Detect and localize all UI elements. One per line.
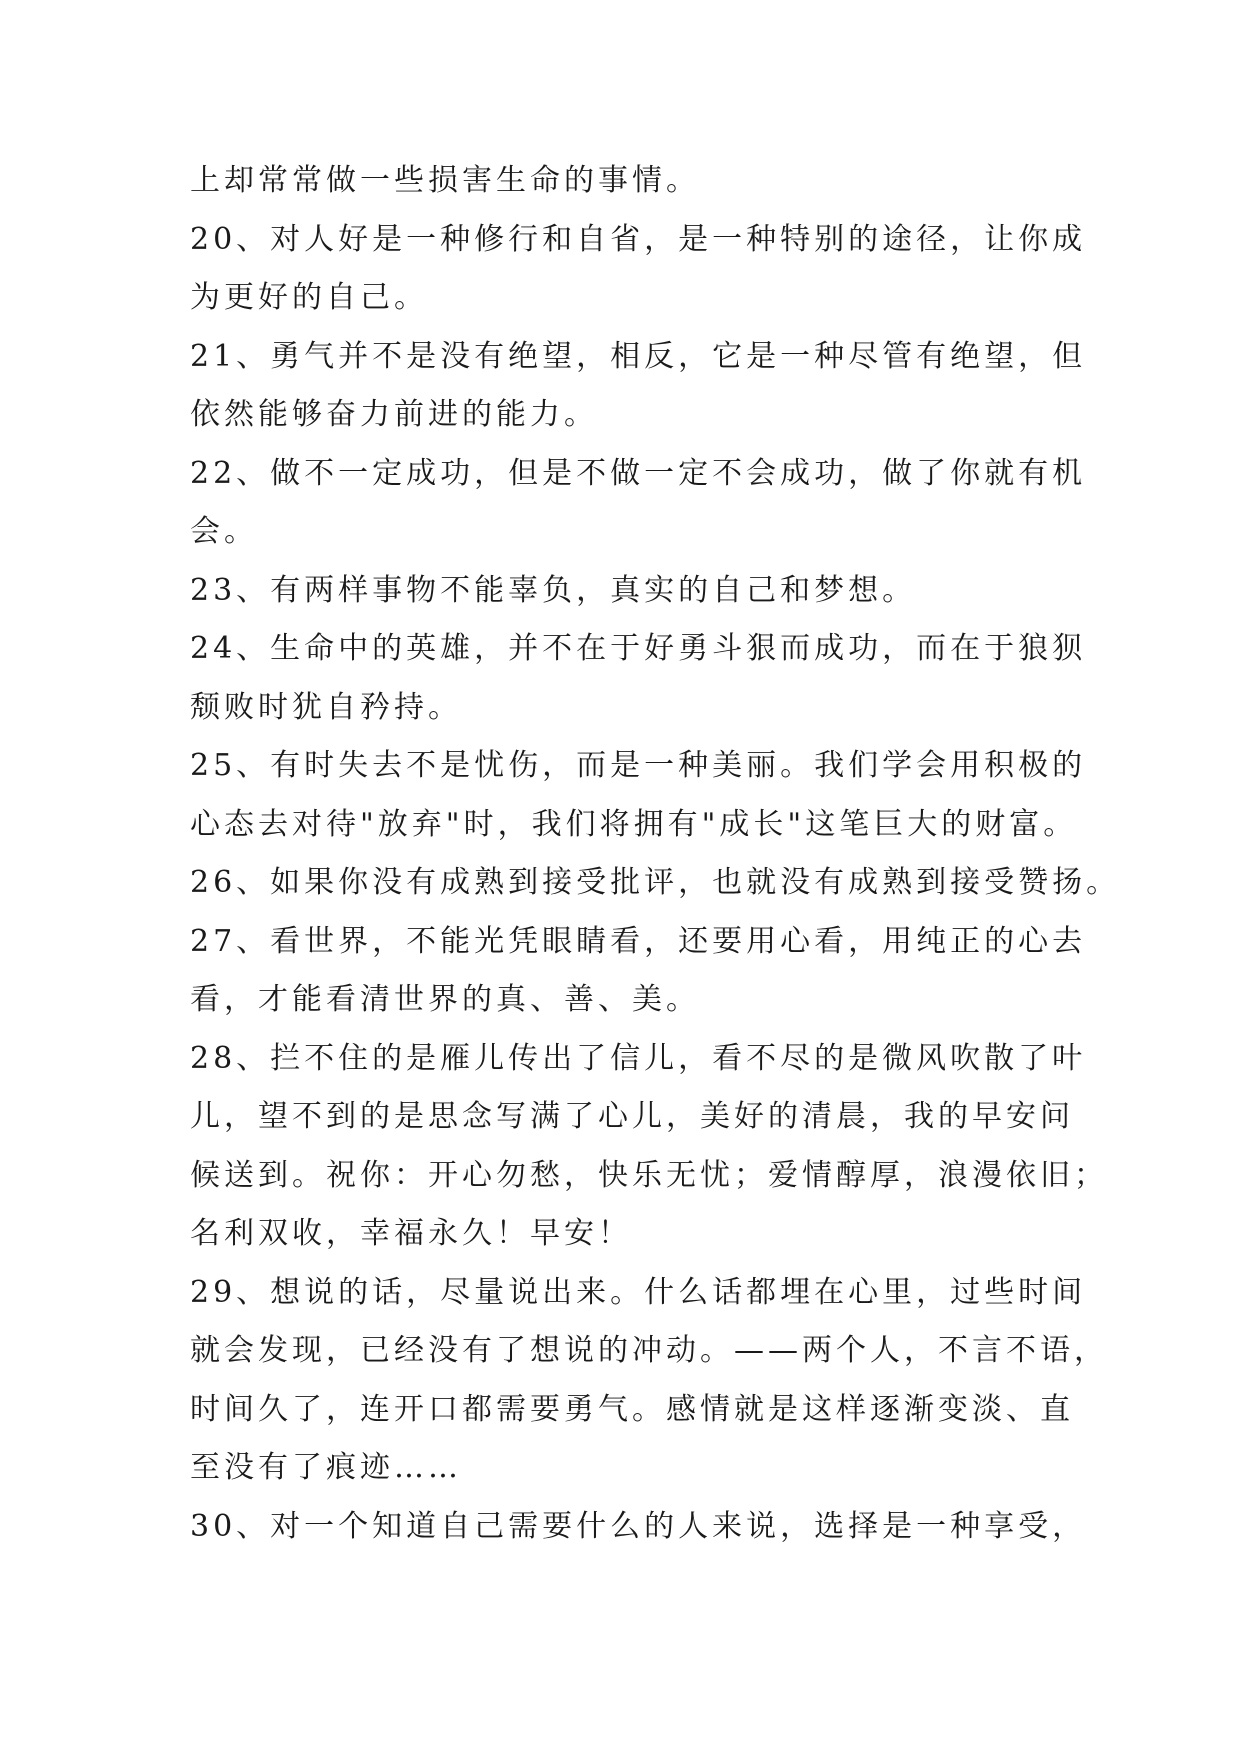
text-line: 23、有两样事物不能辜负，真实的自己和梦想。	[190, 572, 917, 608]
text-line: 26、如果你没有成熟到接受批评，也就没有成熟到接受赞扬。	[190, 865, 1121, 900]
text-line: 22、做不一定成功，但是不做一定不会成功，做了你就有机	[190, 455, 1087, 491]
document-body	[190, 152, 1121, 1556]
text-line: 会。	[190, 514, 258, 549]
text-line: 时间久了，连开口都需要勇气。感情就是这样逐渐变淡、直	[190, 1391, 1074, 1427]
text-line: 24、生命中的英雄，并不在于好勇斗狠而成功，而在于狼狈	[190, 631, 1087, 666]
text-line: 至没有了痕迹……	[190, 1450, 462, 1485]
text-line: 为更好的自己。	[190, 280, 428, 315]
text-line: 30、对一个知道自己需要什么的人来说，选择是一种享受，	[190, 1508, 1087, 1544]
text-line: 颓败时犹自矜持。	[190, 689, 462, 725]
text-line: 儿，望不到的是思念写满了心儿，美好的清晨，我的早安问	[190, 1099, 1074, 1134]
text-line: 上却常常做一些损害生命的事情。	[190, 163, 700, 198]
text-line: 29、想说的话，尽量说出来。什么话都埋在心里，过些时间	[190, 1274, 1087, 1310]
text-line: 20、对人好是一种修行和自省，是一种特别的途径，让你成	[190, 221, 1087, 257]
text-line: 21、勇气并不是没有绝望，相反，它是一种尽管有绝望，但	[190, 338, 1087, 374]
text-line: 候送到。祝你：开心勿愁，快乐无忧；爱情醇厚，浪漫依旧；	[190, 1157, 1108, 1193]
text-line: 27、看世界，不能光凭眼睛看，还要用心看，用纯正的心去	[190, 923, 1087, 959]
text-line: 心态去对待"放弃"时，我们将拥有"成长"这笔巨大的财富。	[190, 806, 1078, 842]
text-line: 名利双收，幸福永久！早安！	[190, 1216, 632, 1251]
text-line: 依然能够奋力前进的能力。	[190, 397, 598, 432]
text-line: 28、拦不住的是雁儿传出了信儿，看不尽的是微风吹散了叶	[190, 1040, 1087, 1076]
text-line: 就会发现，已经没有了想说的冲动。——两个人，不言不语，	[190, 1333, 1108, 1368]
text-line: 看，才能看清世界的真、善、美。	[190, 982, 700, 1017]
text-line: 25、有时失去不是忧伤，而是一种美丽。我们学会用积极的	[190, 748, 1087, 783]
